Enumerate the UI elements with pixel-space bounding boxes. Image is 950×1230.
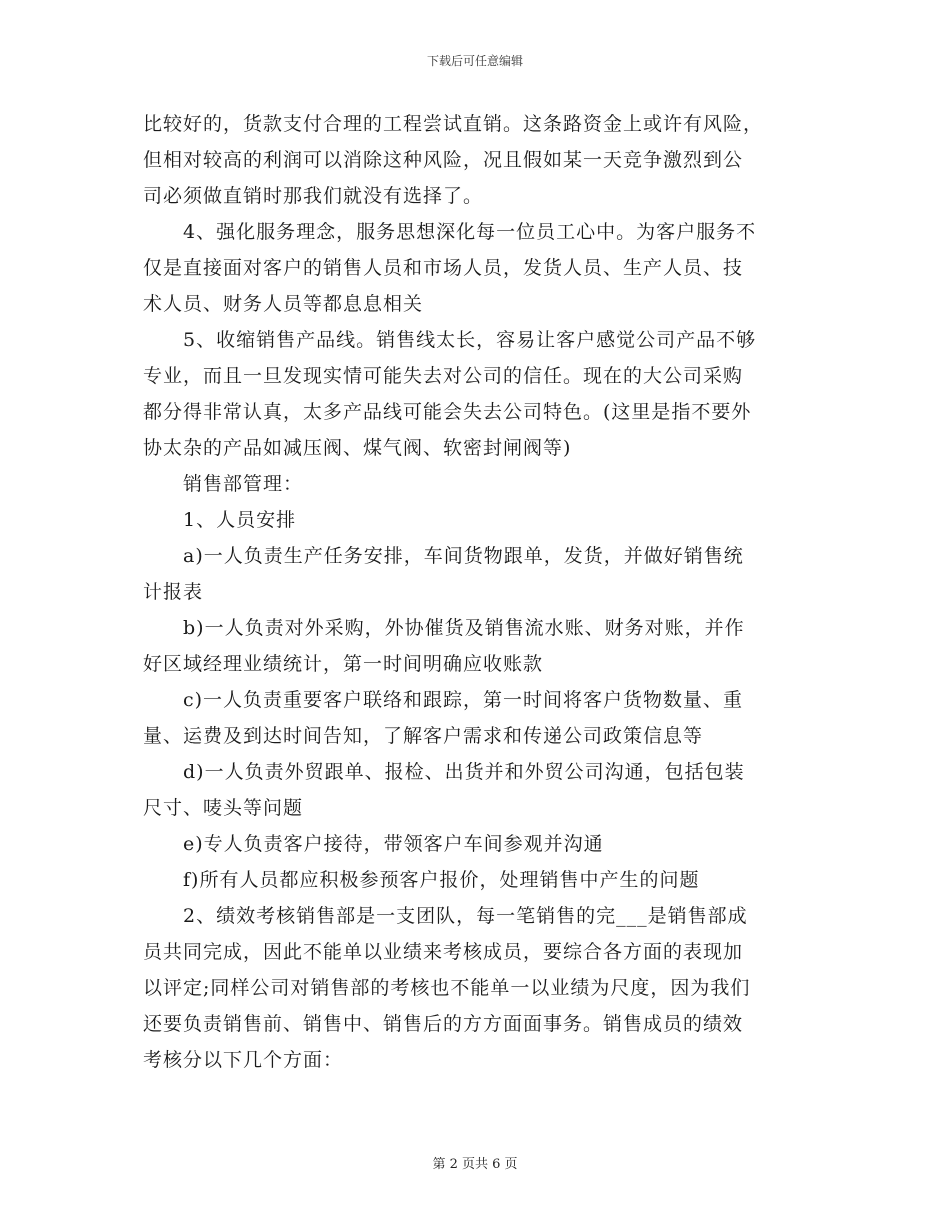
- text-line: c)一人负责重要客户联络和跟踪，第一时间将客户货物数量、重: [183, 689, 744, 711]
- document-body: [143, 106, 807, 1078]
- text-line: 比较好的，货款支付合理的工程尝试直销。这条路资金上或许有风险，: [143, 113, 764, 135]
- text-line: 协太杂的产品如减压阀、煤气阀、软密封闸阀等): [143, 437, 572, 459]
- text-line: e)专人负责客户接待，带领客户车间参观并沟通: [183, 833, 604, 855]
- text-line: 司必须做直销时那我们就没有选择了。: [143, 185, 484, 207]
- text-line: 员共同完成，因此不能单以业绩来考核成员，要综合各方面的表现加: [143, 941, 744, 963]
- text-line: 计报表: [143, 581, 204, 603]
- text-line: 好区域经理业绩统计，第一时间明确应收账款: [143, 653, 544, 675]
- text-line: 2、绩效考核销售部是一支团队，每一笔销售的完___是销售部成: [183, 905, 748, 927]
- text-line: 4、强化服务理念，服务思想深化每一位员工心中。为客户服务不: [183, 221, 757, 243]
- text-line: 考核分以下几个方面：: [143, 1049, 344, 1071]
- section-heading: 销售部管理：: [183, 473, 304, 495]
- text-line: d)一人负责外贸跟单、报检、出货并和外贸公司沟通，包括包装: [183, 761, 745, 783]
- text-line: f)所有人员都应积极参预客户报价，处理销售中产生的问题: [183, 869, 700, 891]
- page-header: 下载后可任意编辑: [426, 54, 523, 68]
- text-line: 都分得非常认真，太多产品线可能会失去公司特色。(这里是指不要外: [143, 401, 752, 423]
- text-line: a)一人负责生产任务安排，车间货物跟单，发货，并做好销售统: [183, 545, 744, 567]
- text-line: 尺寸、唛头等问题: [143, 797, 304, 819]
- text-line: 量、运费及到达时间告知，了解客户需求和传递公司政策信息等: [143, 725, 704, 747]
- text-line: 还要负责销售前、销售中、销售后的方方面面事务。销售成员的绩效: [143, 1013, 744, 1035]
- text-line: 术人员、财务人员等都息息相关: [143, 293, 424, 315]
- text-line: 但相对较高的利润可以消除这种风险，况且假如某一天竞争激烈到公: [143, 149, 744, 171]
- page-number: 第 2 页共 6 页: [432, 1157, 518, 1172]
- text-line: b)一人负责对外采购，外协催货及销售流水账、财务对账，并作: [183, 617, 745, 639]
- text-line: 以评定;同样公司对销售部的考核也不能单一以业绩为尺度，因为我们: [143, 977, 751, 999]
- text-line: 5、收缩销售产品线。销售线太长，容易让客户感觉公司产品不够: [183, 329, 757, 351]
- text-line: 1、人员安排: [183, 509, 297, 531]
- text-line: 专业，而且一旦发现实情可能失去对公司的信任。现在的大公司采购: [143, 365, 744, 387]
- text-line: 仅是直接面对客户的销售人员和市场人员，发货人员、生产人员、技: [143, 257, 744, 279]
